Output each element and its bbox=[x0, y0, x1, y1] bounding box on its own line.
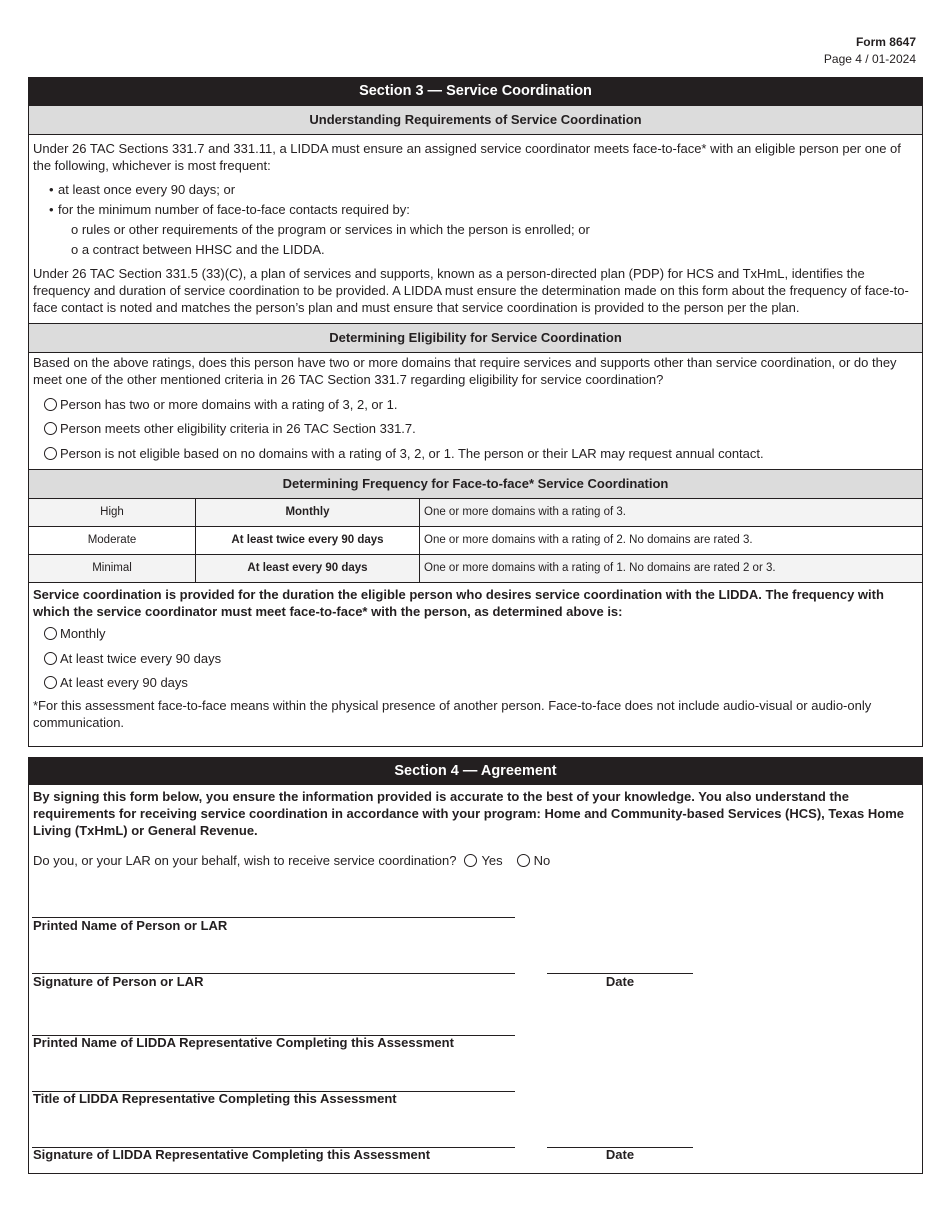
section-3-title: Section 3 — Service Coordination bbox=[29, 78, 922, 105]
list-item: • at least once every 90 days; or bbox=[49, 182, 236, 197]
date-1-label: Date bbox=[605, 974, 635, 989]
list-item: • for the minimum number of face-to-face contacts required by: bbox=[49, 202, 410, 217]
section-4 bbox=[28, 757, 923, 1174]
eligibility-title: Determining Eligibility for Service Coordination bbox=[29, 323, 922, 353]
radio-button[interactable] bbox=[517, 854, 530, 867]
section-4-title: Section 4 — Agreement bbox=[29, 758, 922, 785]
yes-option[interactable]: Yes bbox=[464, 852, 502, 869]
list-item: o a contract between HHSC and the LIDDA. bbox=[71, 242, 325, 257]
frequency-option-90[interactable]: At least every 90 days bbox=[29, 671, 922, 696]
signature-lidda-label: Signature of LIDDA Representative Completing this Assessment bbox=[33, 1147, 431, 1162]
agreement-statement: By signing this form below, you ensure the information provided is accurate to the best of your knowledge. You also understand the requirements for receiving service coordination in accordance with your program: Home and Community-based Services (HCS), Texas Home Living (TxHmL) or General Revenue. bbox=[33, 789, 904, 838]
section-3 bbox=[28, 77, 923, 747]
signature-person-label: Signature of Person or LAR bbox=[33, 974, 204, 989]
understanding-sub-bullets bbox=[29, 220, 922, 260]
frequency-title: Determining Frequency for Face-to-face* Service Coordination bbox=[29, 469, 922, 499]
printed-name-lidda-label: Printed Name of LIDDA Representative Completing this Assessment bbox=[33, 1035, 454, 1050]
understanding-closing: Under 26 TAC Section 331.5 (33)(C), a plan of services and supports, known as a person-directed plan (PDP) for HCS and TxHmL, identifies the frequency and duration of service coordination to be provided. A LIDDA must ensure the determination made on this form about the frequency of face-to-face contact is noted and matches the person’s plan and must ensure that service coordination is provided to the person per the plan. bbox=[33, 266, 909, 315]
page-info: Page 4 / 01-2024 bbox=[823, 52, 916, 66]
frequency-option-twice-90[interactable]: At least twice every 90 days bbox=[29, 646, 922, 671]
table-row: Moderate At least twice every 90 days One or more domains with a rating of 2. No domains are rated 3. bbox=[29, 526, 922, 554]
radio-button[interactable] bbox=[464, 854, 477, 867]
frequency-statement: Service coordination is provided for the duration the eligible person who desires service coordination with the LIDDA. The frequency with which the service coordinator must meet face-to-face* with the person, as determined above is: bbox=[33, 586, 884, 619]
frequency-option-monthly[interactable]: Monthly bbox=[29, 622, 922, 647]
no-option[interactable]: No bbox=[517, 852, 551, 869]
form-header bbox=[824, 34, 916, 68]
table-row: Minimal At least every 90 days One or more domains with a rating of 1. No domains are rated 2 or 3. bbox=[29, 554, 922, 582]
radio-button[interactable] bbox=[44, 422, 57, 435]
understanding-title: Understanding Requirements of Service Coordination bbox=[29, 105, 922, 135]
table-row: High Monthly One or more domains with a rating of 3. bbox=[29, 499, 922, 527]
form-number: Form 8647 bbox=[855, 35, 916, 49]
radio-button[interactable] bbox=[44, 627, 57, 640]
radio-button[interactable] bbox=[44, 447, 57, 460]
radio-button[interactable] bbox=[44, 398, 57, 411]
date-2-label: Date bbox=[605, 1147, 635, 1162]
frequency-table bbox=[29, 499, 922, 583]
understanding-bullets bbox=[29, 180, 922, 220]
understanding-intro: Under 26 TAC Sections 331.7 and 331.11, a LIDDA must ensure an assigned service coordinator meets face-to-face* with an eligible person per one of the following, whichever is most frequent: bbox=[33, 141, 901, 173]
list-item: o rules or other requirements of the program or services in which the person is enrolled; or bbox=[71, 222, 590, 237]
radio-button[interactable] bbox=[44, 676, 57, 689]
eligibility-option-1[interactable]: Person has two or more domains with a rating of 3, 2, or 1. bbox=[29, 392, 922, 417]
printed-name-person-label: Printed Name of Person or LAR bbox=[33, 918, 228, 933]
title-lidda-label: Title of LIDDA Representative Completing this Assessment bbox=[33, 1091, 397, 1106]
radio-button[interactable] bbox=[44, 652, 57, 665]
eligibility-question: Based on the above ratings, does this person have two or more domains that require services and supports other than service coordination, or do they meet one of the other mentioned criteria in 26 TAC Section 331.7 regarding eligibility for service coordination? bbox=[33, 355, 897, 387]
eligibility-option-2[interactable]: Person meets other eligibility criteria in 26 TAC Section 331.7. bbox=[29, 417, 922, 442]
service-coordination-question: Do you, or your LAR on your behalf, wish to receive service coordination? Yes No bbox=[33, 853, 551, 868]
frequency-footnote: *For this assessment face-to-face means within the physical presence of another person. Face-to-face does not include audio-visual or audio-only communication. bbox=[33, 698, 872, 730]
eligibility-option-3[interactable]: Person is not eligible based on no domains with a rating of 3, 2, or 1. The person or their LAR may request annual contact. bbox=[29, 441, 922, 466]
